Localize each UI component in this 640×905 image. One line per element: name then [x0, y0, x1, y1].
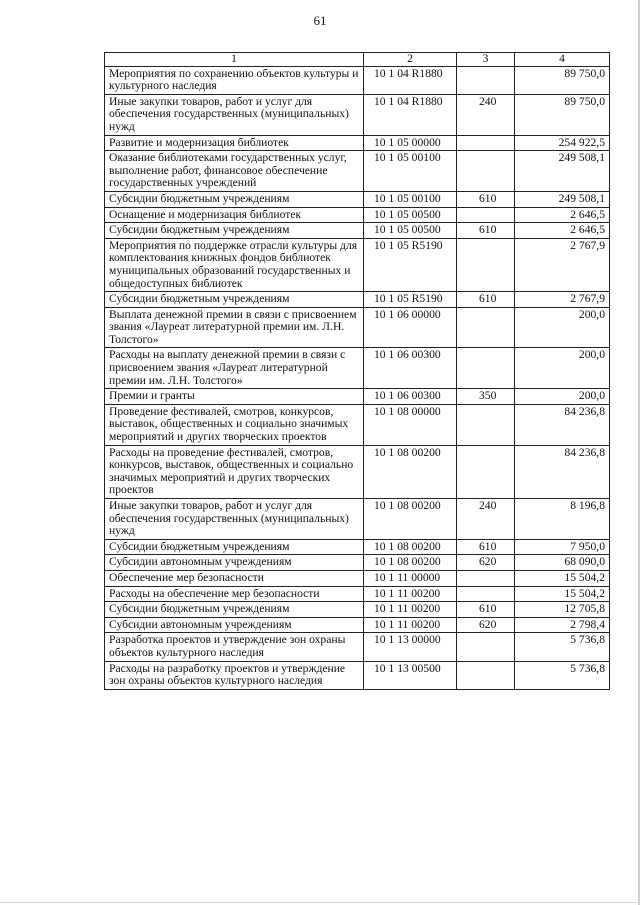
row-name-cell: Разработка проектов и утверждение зон охраны объектов культурного наследия — [105, 633, 364, 661]
row-code-cell: 10 1 08 00200 — [364, 539, 457, 555]
row-name-cell: Расходы на разработку проектов и утверждение зон охраны объектов культурного наследия — [105, 661, 364, 689]
row-sum-cell: 200,0 — [515, 348, 610, 389]
row-name-cell: Развитие и модернизация библиотек — [105, 135, 364, 151]
row-name-cell: Оказание библиотеками государственных услуг, выполнение работ, финансовое обеспечение государственных учреждений — [105, 151, 364, 192]
row-name-cell: Субсидии бюджетным учреждениям — [105, 223, 364, 239]
row-sum-cell: 84 236,8 — [515, 404, 610, 445]
row-code-cell: 10 1 05 00500 — [364, 223, 457, 239]
row-code-cell: 10 1 08 00200 — [364, 499, 457, 540]
row-code-cell: 10 1 05 R5190 — [364, 292, 457, 308]
row-sum-cell: 200,0 — [515, 307, 610, 348]
row-code-cell: 10 1 13 00000 — [364, 633, 457, 661]
row-type-cell: 610 — [457, 191, 515, 207]
row-sum-cell: 249 508,1 — [515, 191, 610, 207]
table-row — [105, 389, 610, 405]
page-number: 61 — [313, 13, 327, 28]
table-row — [105, 499, 610, 540]
row-name-cell: Мероприятия по поддержке отрасли культуры для комплектования книжных фондов библиотек муниципальных образований государственных и общедоступных библиотек — [105, 238, 364, 291]
table-row — [105, 191, 610, 207]
row-name-cell: Расходы на проведение фестивалей, смотров, конкурсов, выставок, общественных и социально значимых мероприятий и других творческих проектов — [105, 445, 364, 498]
table-row — [105, 633, 610, 661]
row-type-cell — [457, 238, 515, 291]
row-code-cell: 10 1 11 00200 — [364, 617, 457, 633]
table-row — [105, 94, 610, 135]
row-sum-cell: 89 750,0 — [515, 66, 610, 94]
row-code-cell: 10 1 05 R5190 — [364, 238, 457, 291]
scan-bottom-line — [0, 902, 640, 903]
table-row — [105, 555, 610, 571]
row-name-cell: Субсидии бюджетным учреждениям — [105, 292, 364, 308]
row-type-cell — [457, 207, 515, 223]
row-code-cell: 10 1 05 00000 — [364, 135, 457, 151]
row-name-cell: Субсидии бюджетным учреждениям — [105, 539, 364, 555]
row-type-cell — [457, 445, 515, 498]
table-row — [105, 238, 610, 291]
row-sum-cell: 5 736,8 — [515, 633, 610, 661]
table-row — [105, 539, 610, 555]
row-code-cell: 10 1 04 R1880 — [364, 94, 457, 135]
row-type-cell — [457, 633, 515, 661]
row-type-cell — [457, 404, 515, 445]
table-row — [105, 223, 610, 239]
row-type-cell — [457, 661, 515, 689]
table-row — [105, 602, 610, 618]
row-name-cell: Иные закупки товаров, работ и услуг для обеспечения государственных (муниципальных) нужд — [105, 499, 364, 540]
row-type-cell — [457, 151, 515, 192]
row-type-cell — [457, 348, 515, 389]
row-name-cell: Расходы на выплату денежной премии в связи с присвоением звания «Лауреат литературной премии им. Л.Н. Толстого» — [105, 348, 364, 389]
budget-table — [104, 52, 610, 690]
row-type-cell: 620 — [457, 555, 515, 571]
table-row — [105, 66, 610, 94]
row-sum-cell: 89 750,0 — [515, 94, 610, 135]
row-code-cell: 10 1 13 00500 — [364, 661, 457, 689]
row-type-cell: 240 — [457, 499, 515, 540]
table-row — [105, 151, 610, 192]
row-code-cell: 10 1 11 00000 — [364, 570, 457, 586]
row-code-cell: 10 1 05 00100 — [364, 191, 457, 207]
row-type-cell: 240 — [457, 94, 515, 135]
table-row — [105, 570, 610, 586]
column-header-4: 4 — [515, 53, 610, 67]
table-row — [105, 445, 610, 498]
row-type-cell: 610 — [457, 223, 515, 239]
row-sum-cell: 2 646,5 — [515, 207, 610, 223]
row-sum-cell: 8 196,8 — [515, 499, 610, 540]
row-code-cell: 10 1 05 00100 — [364, 151, 457, 192]
row-code-cell: 10 1 06 00300 — [364, 348, 457, 389]
row-type-cell: 610 — [457, 292, 515, 308]
table-row — [105, 661, 610, 689]
row-type-cell — [457, 570, 515, 586]
row-type-cell: 350 — [457, 389, 515, 405]
row-code-cell: 10 1 11 00200 — [364, 602, 457, 618]
row-name-cell: Субсидии автономным учреждениям — [105, 555, 364, 571]
row-sum-cell: 254 922,5 — [515, 135, 610, 151]
table-row — [105, 292, 610, 308]
row-sum-cell: 15 504,2 — [515, 586, 610, 602]
row-sum-cell: 249 508,1 — [515, 151, 610, 192]
row-sum-cell: 2 767,9 — [515, 238, 610, 291]
row-name-cell: Мероприятия по сохранению объектов культуры и культурного наследия — [105, 66, 364, 94]
row-name-cell: Субсидии бюджетным учреждениям — [105, 602, 364, 618]
row-code-cell: 10 1 08 00200 — [364, 555, 457, 571]
row-name-cell: Обеспечение мер безопасности — [105, 570, 364, 586]
row-name-cell: Оснащение и модернизация библиотек — [105, 207, 364, 223]
row-code-cell: 10 1 11 00200 — [364, 586, 457, 602]
row-name-cell: Премии и гранты — [105, 389, 364, 405]
row-sum-cell: 68 090,0 — [515, 555, 610, 571]
row-sum-cell: 2 798,4 — [515, 617, 610, 633]
row-type-cell — [457, 66, 515, 94]
table-row — [105, 617, 610, 633]
table-row — [105, 307, 610, 348]
row-sum-cell: 200,0 — [515, 389, 610, 405]
row-type-cell: 610 — [457, 539, 515, 555]
table-row — [105, 135, 610, 151]
row-code-cell: 10 1 04 R1880 — [364, 66, 457, 94]
table-row — [105, 404, 610, 445]
table-row — [105, 207, 610, 223]
row-sum-cell: 2 767,9 — [515, 292, 610, 308]
row-code-cell: 10 1 08 00000 — [364, 404, 457, 445]
row-name-cell: Иные закупки товаров, работ и услуг для обеспечения государственных (муниципальных) нужд — [105, 94, 364, 135]
row-code-cell: 10 1 05 00500 — [364, 207, 457, 223]
row-code-cell: 10 1 08 00200 — [364, 445, 457, 498]
row-code-cell: 10 1 06 00300 — [364, 389, 457, 405]
row-code-cell: 10 1 06 00000 — [364, 307, 457, 348]
column-header-3: 3 — [457, 53, 515, 67]
row-sum-cell: 2 646,5 — [515, 223, 610, 239]
table-header-row — [105, 53, 610, 67]
row-type-cell — [457, 307, 515, 348]
row-sum-cell: 15 504,2 — [515, 570, 610, 586]
table-row — [105, 348, 610, 389]
row-type-cell — [457, 135, 515, 151]
row-name-cell: Субсидии автономным учреждениям — [105, 617, 364, 633]
row-sum-cell: 12 705,8 — [515, 602, 610, 618]
row-sum-cell: 84 236,8 — [515, 445, 610, 498]
column-header-2: 2 — [364, 53, 457, 67]
row-sum-cell: 7 950,0 — [515, 539, 610, 555]
table-row — [105, 586, 610, 602]
row-type-cell — [457, 586, 515, 602]
row-type-cell: 620 — [457, 617, 515, 633]
row-type-cell: 610 — [457, 602, 515, 618]
row-sum-cell: 5 736,8 — [515, 661, 610, 689]
row-name-cell: Выплата денежной премии в связи с присвоением звания «Лауреат литературной премии им. Л.Н. Толстого» — [105, 307, 364, 348]
budget-table-body — [105, 53, 610, 690]
row-name-cell: Субсидии бюджетным учреждениям — [105, 191, 364, 207]
column-header-1: 1 — [105, 53, 364, 67]
row-name-cell: Расходы на обеспечение мер безопасности — [105, 586, 364, 602]
row-name-cell: Проведение фестивалей, смотров, конкурсов, выставок, общественных и социально значимых мероприятий и других творческих проектов — [105, 404, 364, 445]
